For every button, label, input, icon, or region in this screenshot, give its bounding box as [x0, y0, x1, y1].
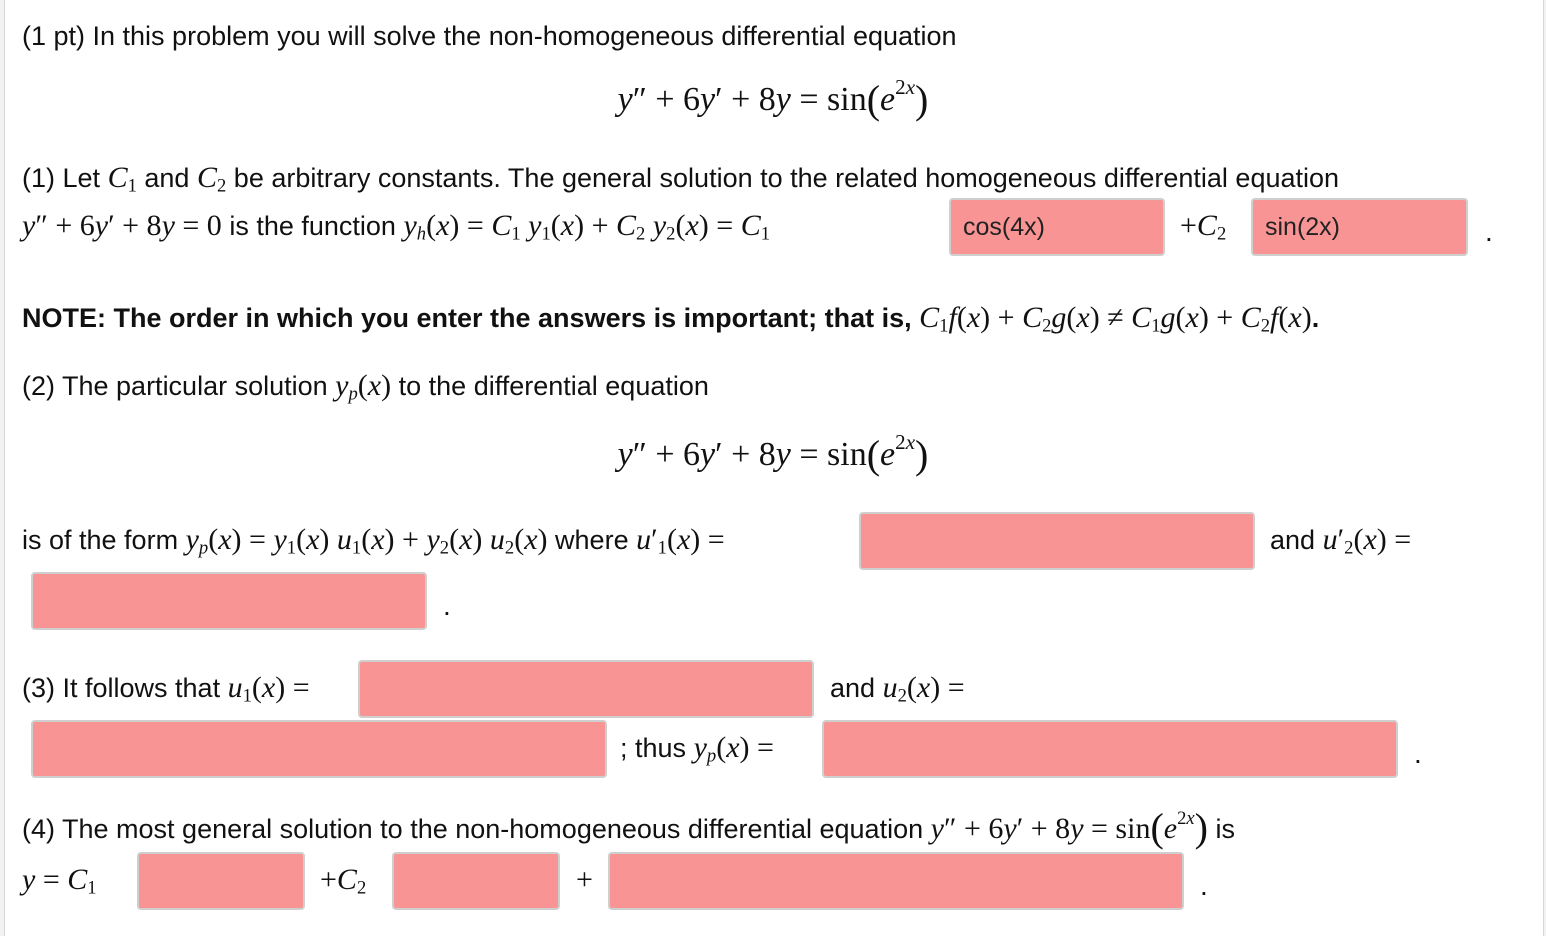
u1-prime-input[interactable] — [859, 512, 1255, 570]
u2-label: and $u_2(x)$ = — [830, 671, 965, 707]
u1-input[interactable] — [358, 660, 814, 718]
yh-c2-input[interactable]: sin(2x) — [1251, 198, 1468, 256]
yh-c1-input[interactable]: cos(4x) — [949, 198, 1165, 256]
period: . — [1200, 870, 1208, 901]
part3-line1: (3) It follows that $u_1(x)$ = — [22, 671, 310, 707]
part4-line1: (4) The most general solution to the non-homogeneous differential equation $y'' + 6y' + 8y = \sin(e^{2x})$ is — [22, 805, 1236, 850]
u2-prime-label: and $u'_2(x)$ = — [1270, 523, 1412, 559]
gen-rest-input[interactable] — [608, 852, 1184, 910]
period: . — [1485, 216, 1493, 247]
equation-repeat: $y'' + 6y' + 8y = \sin(e^{2x})$ — [617, 430, 929, 477]
plus-c2-label: $+C_2$ — [1180, 209, 1227, 245]
equation-main: $y'' + 6y' + 8y = \sin(e^{2x})$ — [617, 75, 929, 122]
yp-label: ; thus $y_p(x)$ = — [620, 731, 774, 767]
general-y-label: $y = C_1$ — [22, 863, 97, 899]
part2-line1: (2) The particular solution $y_p(x)$ to the differential equation — [22, 369, 709, 405]
u2-prime-input[interactable] — [31, 572, 427, 630]
period: . — [1414, 738, 1422, 769]
order-note: NOTE: The order in which you enter the answers is important; that is, $C_1f(x) + C_2g(x) \ne C_1g(x) + C_2f(x)$. — [22, 301, 1320, 337]
u2-input[interactable] — [31, 720, 607, 778]
part1-line1: (1) Let $C_1$ and $C_2$ be arbitrary constants. The general solution to the related homogeneous differential equation — [22, 161, 1340, 197]
gen-c1-input[interactable] — [137, 852, 305, 910]
part2-form-line: is of the form $y_p(x) = y_1(x) u_1(x) + y_2(x)$ $u_2(x)$ where $u'_1(x)$ = — [22, 523, 725, 559]
gen-c2-input[interactable] — [392, 852, 560, 910]
period: . — [443, 590, 451, 621]
part1-line2: y″ + 6y′ + 8y = 0 is the function $y_h(x) = C_1$ $y_1(x) + C_2$ $y_2(x) = C_1$ — [22, 209, 771, 245]
yp-input[interactable] — [822, 720, 1398, 778]
gen-plus-label: + — [576, 863, 593, 896]
intro-text: (1 pt) In this problem you will solve the non-homogeneous differential equation — [22, 21, 957, 51]
gen-plus-c2-label: $+C_2$ — [320, 863, 367, 899]
